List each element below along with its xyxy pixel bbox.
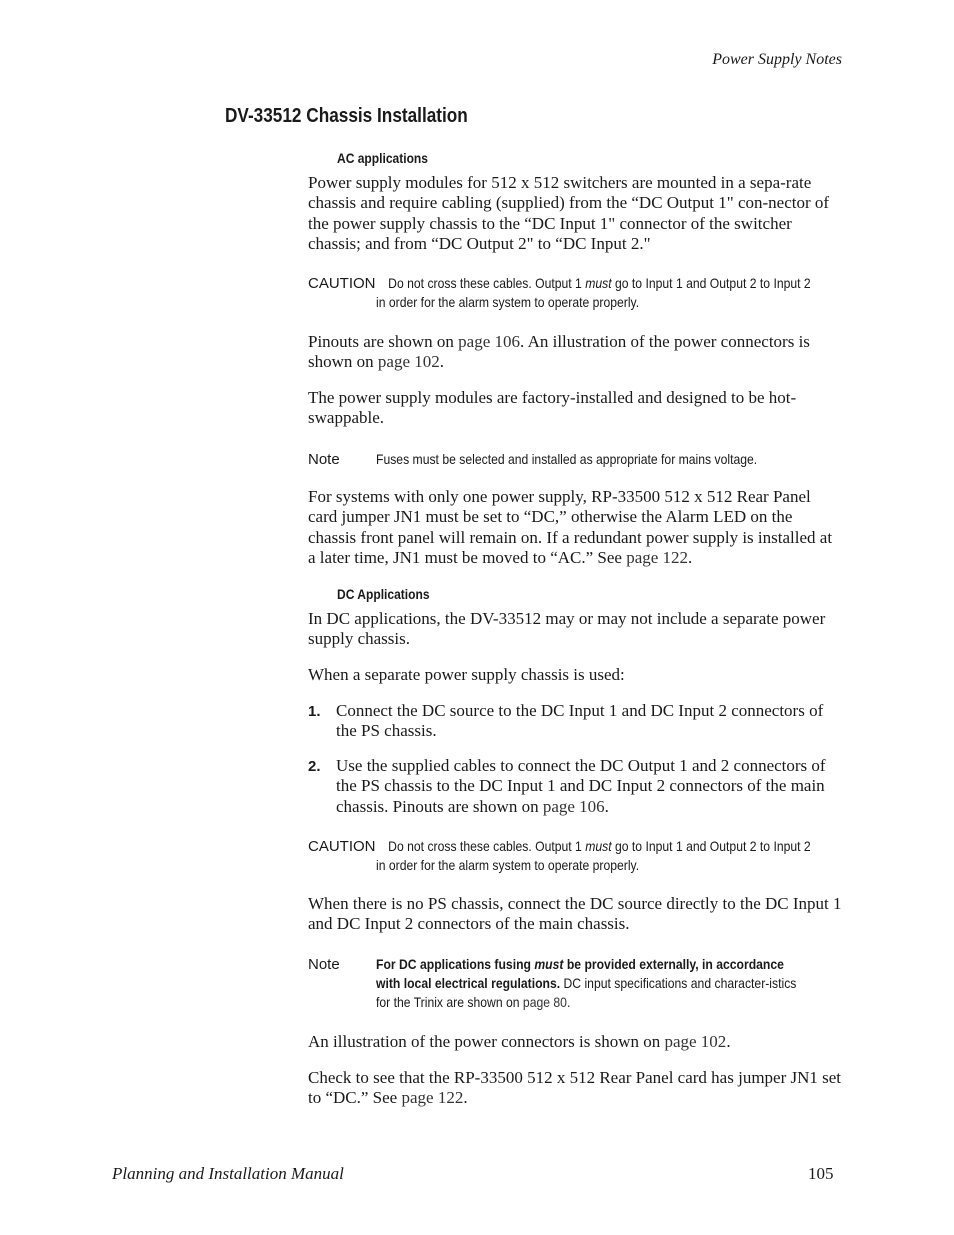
note-label: Note: [308, 956, 340, 973]
note-text: Fuses must be selected and installed as appropriate for mains voltage.: [376, 451, 758, 467]
list-item: 2. Use the supplied cables to connect the DC Output 1 and 2 connectors of the PS chassis to the DC Input 1 and DC Input 2 connectors of the main chassis. Pinouts are shown on page 106.: [308, 756, 826, 816]
dc-intro-paragraph: In DC applications, the DV-33512 may or may not include a separate power supply chassis.: [308, 609, 826, 649]
step-number: 1.: [308, 703, 321, 720]
list-item: 1. Connect the DC source to the DC Input 1 and DC Input 2 connectors of the PS chassis.: [308, 701, 824, 741]
page-122-link[interactable]: page 122: [401, 1088, 464, 1108]
ac-applications-heading: AC applications: [337, 150, 428, 166]
footer-page-number: 105: [808, 1164, 834, 1183]
note-callout-2: Note For DC applications fusing must be provided externally, in accordance with local electrical regulations. DC input specifications and character-istics for the Trinix are shown on page 80.: [308, 956, 797, 1010]
caution-callout-2: CAUTION Do not cross these cables. Output 1 must go to Input 1 and Output 2 to Input 2 in order for the alarm system to operate properly.: [308, 838, 811, 873]
page-106-link[interactable]: page 106: [458, 332, 521, 351]
page-102-link[interactable]: page 102: [664, 1032, 727, 1051]
note-label: Note: [308, 451, 340, 468]
jumper-check-paragraph: Check to see that the RP-33500 512 x 512 Rear Panel card has jumper JN1 set to “DC.” See page 122.: [308, 1068, 842, 1108]
page-106-link[interactable]: page 106: [542, 796, 605, 816]
no-ps-chassis-paragraph: When there is no PS chassis, connect the DC source directly to the DC Input 1 and DC Input 2 connectors of the main chassis.: [308, 894, 842, 934]
ac-intro-paragraph: Power supply modules for 512 x 512 switchers are mounted in a sepa-rate chassis and require cabling (supplied) from the “DC Output 1" con-nector of the power supply chassis to the “DC Input 1" connector of the switcher chassis; and from “DC Output 2" to “DC Input 2.": [308, 173, 830, 253]
pinouts-paragraph: Pinouts are shown on page 106. An illustration of the power connectors is shown on page 102.: [308, 332, 810, 372]
page-80-link[interactable]: page 80: [522, 994, 567, 1010]
hotswap-paragraph: The power supply modules are factory-installed and designed to be hot-swappable.: [308, 388, 797, 428]
separate-chassis-paragraph: When a separate power supply chassis is used:: [308, 665, 625, 684]
page-122-link[interactable]: page 122: [626, 547, 689, 567]
note-callout-1: [308, 450, 843, 469]
caution-label: CAUTION: [308, 838, 376, 855]
caution-label: CAUTION: [308, 275, 376, 292]
step-number: 2.: [308, 758, 321, 775]
illustration-paragraph: An illustration of the power connectors is shown on page 102.: [308, 1032, 731, 1051]
caution-callout-1: CAUTION Do not cross these cables. Output 1 must go to Input 1 and Output 2 to Input 2 in order for the alarm system to operate properly.: [308, 275, 811, 310]
running-header: Power Supply Notes: [712, 51, 842, 68]
footer-manual-title: Planning and Installation Manual: [112, 1164, 344, 1183]
single-power-supply-paragraph: For systems with only one power supply, RP-33500 512 x 512 Rear Panel card jumper JN1 must be set to “DC,” otherwise the Alarm LED on the chassis front panel will remain on. If a redundant power supply is installed at a later time, JN1 must be moved to “AC.” See page 122.: [308, 487, 833, 567]
dc-applications-heading: DC Applications: [337, 586, 430, 602]
emphasis-must: must: [585, 275, 612, 291]
emphasis-must: must: [585, 838, 612, 854]
emphasis-must: must: [534, 956, 564, 972]
section-title: DV-33512 Chassis Installation: [225, 105, 468, 127]
page-102-link[interactable]: page 102: [377, 352, 440, 372]
